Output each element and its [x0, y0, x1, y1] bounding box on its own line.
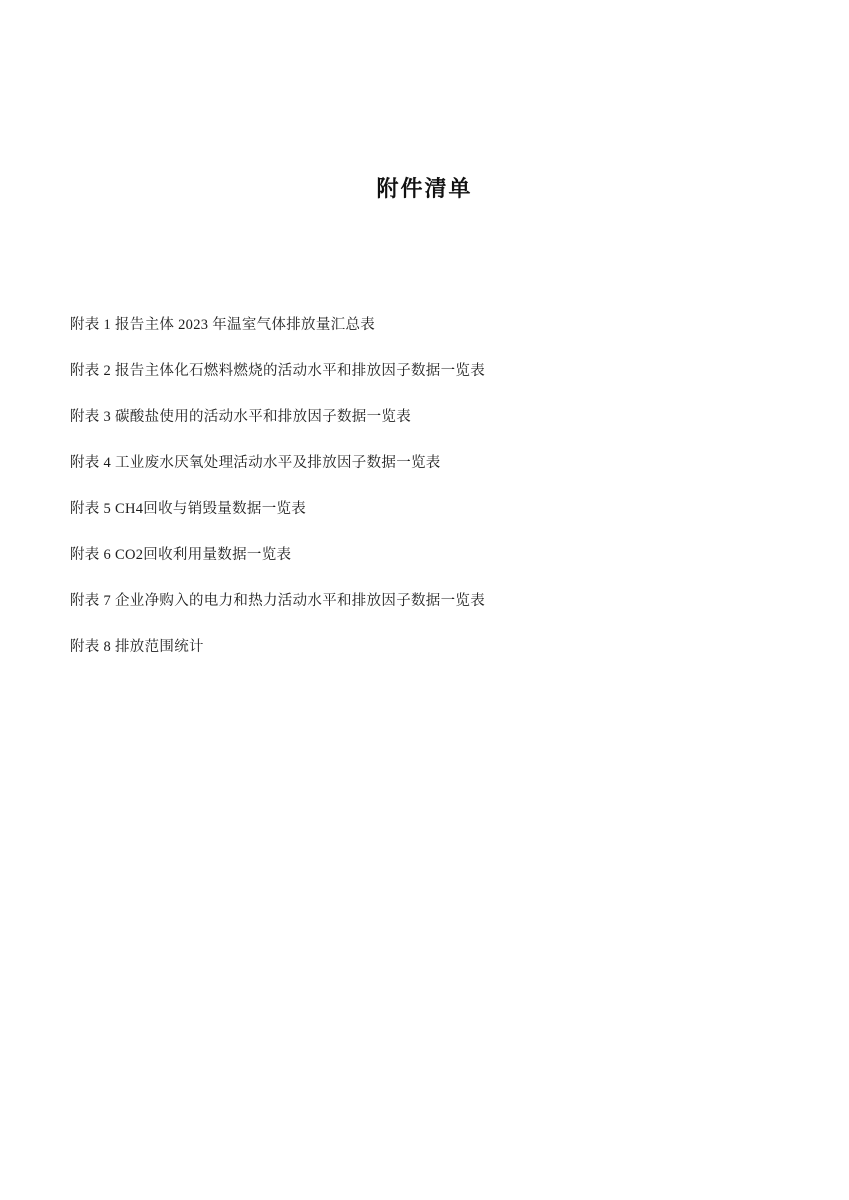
list-item: 附表 2 报告主体化石燃料燃烧的活动水平和排放因子数据一览表 — [70, 363, 485, 380]
list-item: 附表 1 报告主体 2023 年温室气体排放量汇总表 — [70, 317, 376, 333]
page-title: 附件清单 — [376, 176, 473, 201]
list-item: 附表 8 排放范围统计 — [70, 639, 204, 656]
list-item: 附表 4 工业废水厌氧处理活动水平及排放因子数据一览表 — [70, 455, 441, 472]
list-item: 附表 3 碳酸盐使用的活动水平和排放因子数据一览表 — [70, 409, 411, 426]
list-item: 附表 6 CO2回收利用量数据一览表 — [70, 547, 292, 564]
list-item: 附表 5 CH4回收与销毁量数据一览表 — [70, 501, 307, 518]
attachment-list — [70, 316, 770, 685]
list-item: 附表 7 企业净购入的电力和热力活动水平和排放因子数据一览表 — [70, 593, 485, 610]
